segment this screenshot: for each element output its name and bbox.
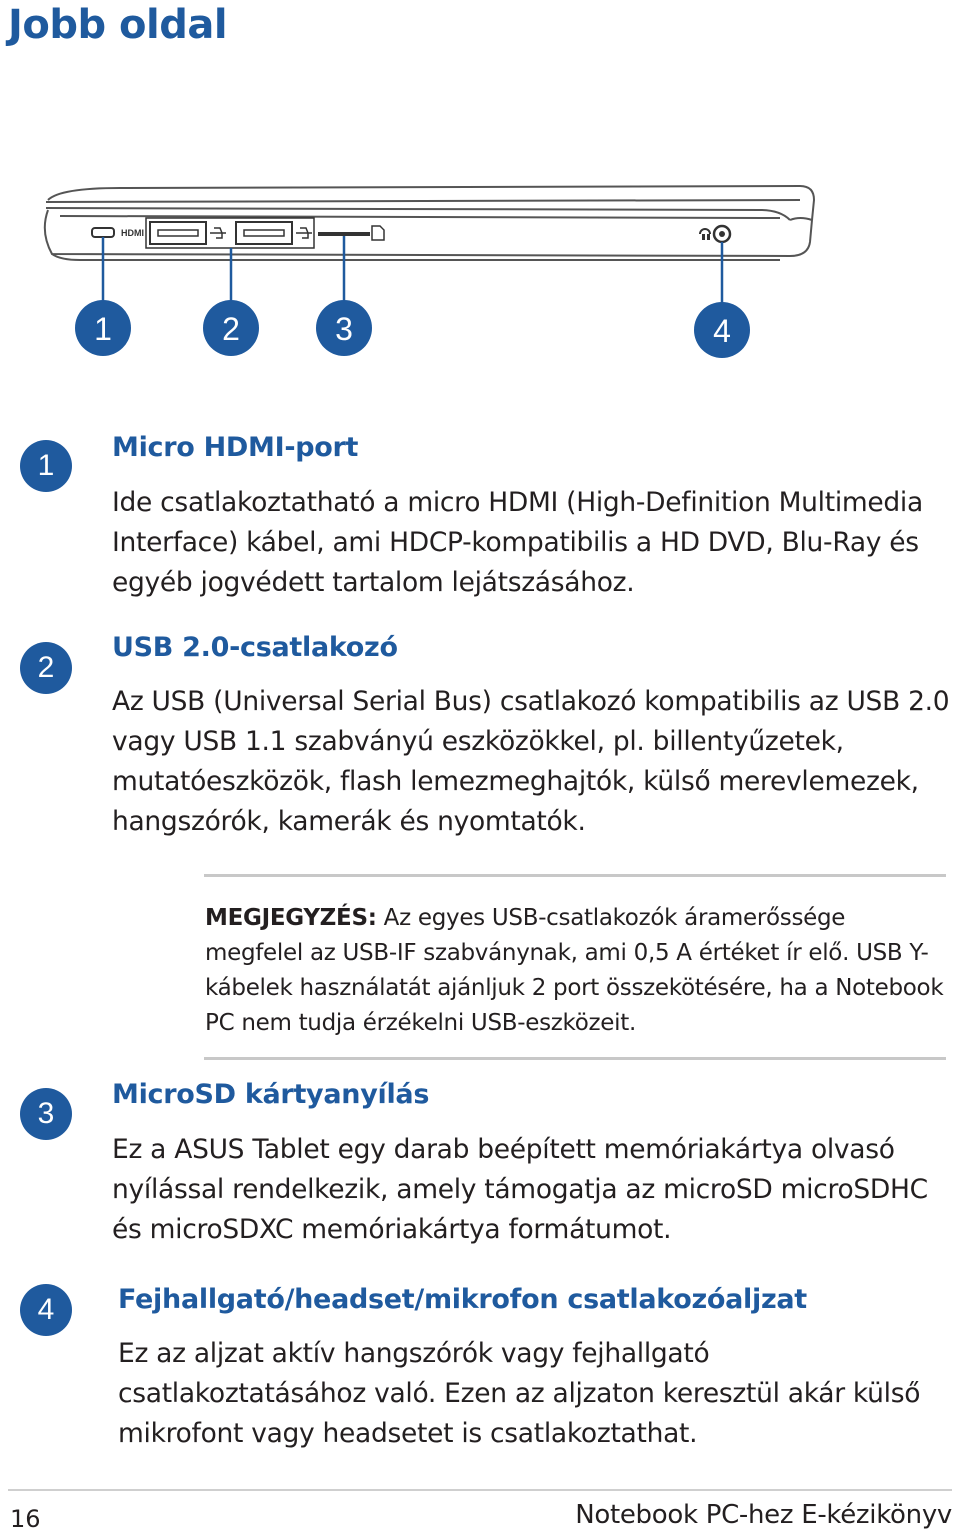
section-heading: Fejhallgató/headset/mikrofon csatlakozóaljzat (118, 1284, 807, 1315)
page-number: 16 (10, 1505, 41, 1533)
callout-lines (103, 236, 722, 305)
laptop-side-diagram (0, 180, 960, 370)
section-heading: MicroSD kártyanyílás (112, 1079, 430, 1110)
section-number-badge: 4 (20, 1284, 72, 1336)
callout-2-label: 2 (222, 311, 240, 347)
callout-3-label: 3 (335, 311, 353, 347)
micro-hdmi-port-icon (92, 228, 144, 238)
section-body: Ide csatlakoztatható a micro HDMI (High-Definition Multimedia Interface) kábel, ami HDCP-kompatibilis a HD DVD, Blu-Ray és egyéb jogvédett tartalom lejátszásához. (112, 487, 923, 598)
section-body: Ez a ASUS Tablet egy darab beépített memóriakártya olvasó nyílással rendelkezik, amely támogatja az microSD microSDHC és microSDXC memóriakártya formátumot. (112, 1134, 928, 1245)
callout-4-label: 4 (713, 313, 731, 349)
callout-1-label: 1 (94, 311, 112, 347)
section-body: Az USB (Universal Serial Bus) csatlakozó kompatibilis az USB 2.0 vagy USB 1.1 szabványú eszközökkel, pl. billentyűzetek, mutatóeszközök, flash lemezmeghajtók, külső merevlemezek, hangszórók, kamerák és nyomtatók. (112, 686, 950, 837)
note-text (205, 901, 945, 1041)
usb-port-1-icon (150, 222, 226, 244)
note-label: MEGJEGYZÉS: (205, 905, 377, 931)
section-number-badge: 1 (20, 440, 72, 492)
note-body: Az egyes USB-csatlakozók áramerőssége megfelel az USB-IF szabványnak, ami 0,5 A értéket ír elő. USB Y-kábelek használatát ajánljuk 2 port összekötésére, ha a Notebook PC nem tudja érzékelni USB-eszközeit. (205, 905, 944, 1036)
section-body: Ez az aljzat aktív hangszórók vagy fejhallgató csatlakoztatásához való. Ezen az aljzaton keresztül akár külső mikrofont vagy headsetet is csatlakoztathat. (118, 1338, 921, 1449)
audio-jack-icon (700, 226, 730, 242)
footer-title: Notebook PC-hez E-kézikönyv (575, 1500, 952, 1530)
hdmi-label: HDMI (121, 228, 144, 238)
microsd-slot-icon (318, 226, 384, 240)
section-heading: Micro HDMI-port (112, 432, 359, 463)
section-number-badge: 2 (20, 642, 72, 694)
note-box (204, 874, 946, 1060)
callout-1 (75, 300, 131, 356)
page-title: Jobb oldal (8, 2, 228, 48)
section-number-badge: 3 (20, 1088, 72, 1140)
footer-divider (8, 1489, 952, 1491)
callout-2 (203, 300, 259, 356)
callout-4 (694, 302, 750, 358)
callout-3 (316, 300, 372, 356)
section-heading: USB 2.0-csatlakozó (112, 632, 398, 663)
usb-port-2-icon (236, 222, 312, 244)
